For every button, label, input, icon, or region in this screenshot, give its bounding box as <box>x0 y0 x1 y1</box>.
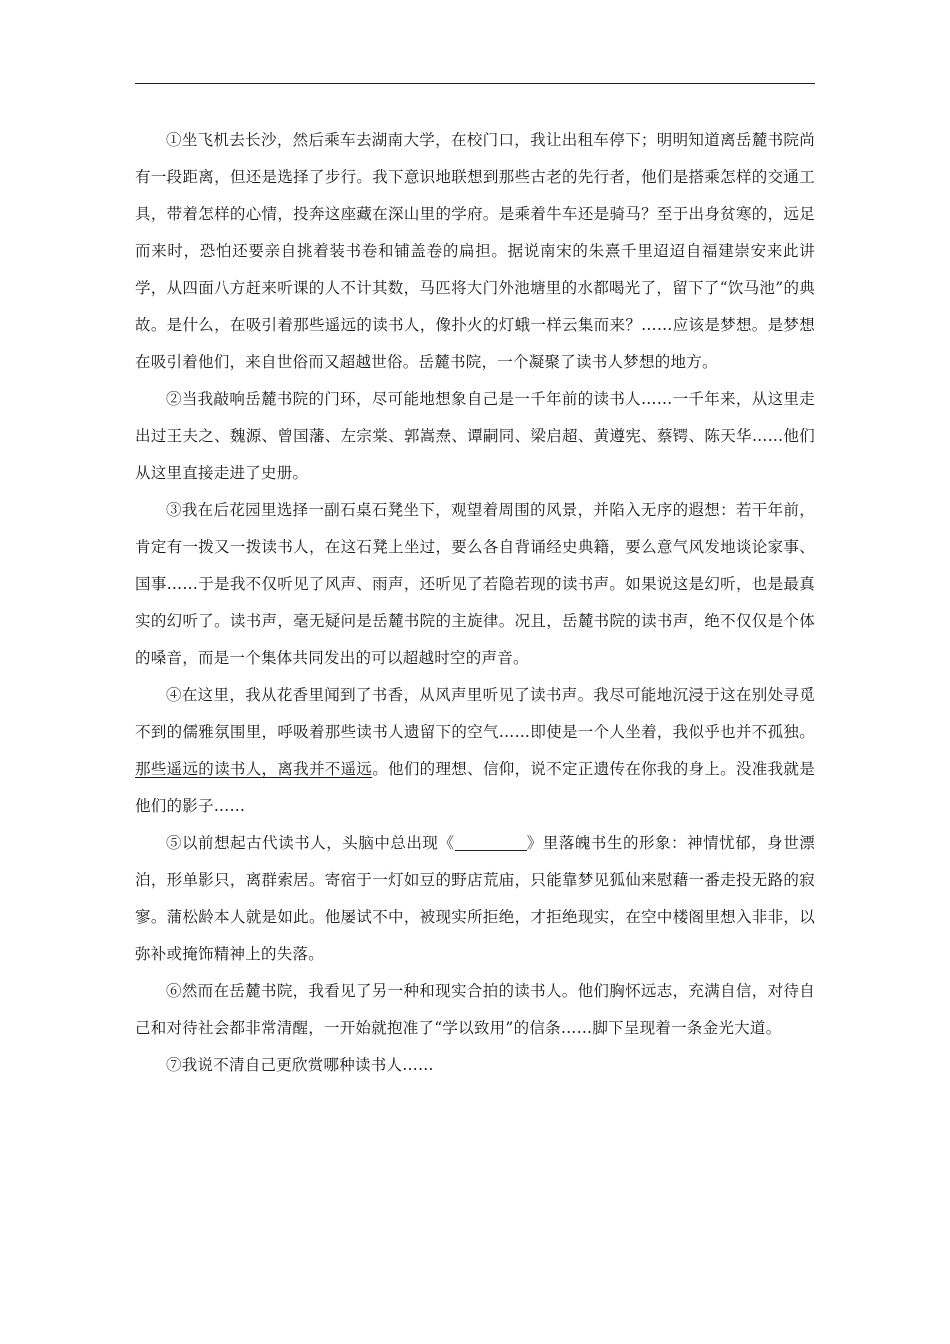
paragraph-1: ①坐飞机去长沙，然后乘车去湖南大学，在校门口，我让出租车停下；明明知道离岳麓书院尚有一段距离，但还是选择了步行。我下意识地联想到那些古老的先行者，他们是搭乘怎样的交通工具，带着怎样的心情，投奔这座藏在深山里的学府。是乘着牛车还是骑马？至于出身贫寒的，远足而来时，恐怕还要亲自挑着装书卷和铺盖卷的扁担。据说南宋的朱熹千里迢迢自福建崇安来此讲学，从四面八方赶来听课的人不计其数，马匹将大门外池塘里的水都喝光了，留下了“饮马池”的典故。是什么，在吸引着那些遥远的读书人，像扑火的灯蛾一样云集而来？……应该是梦想。是梦想在吸引着他们，来自世俗而又超越世俗。岳麓书院，一个凝聚了读书人梦想的地方。 <box>135 131 815 371</box>
paragraph-6: ⑥然而在岳麓书院，我看见了另一种和现实合拍的读书人。他们胸怀远志，充满自信，对待自己和对待社会都非常清醒，一开始就抱准了“学以致用”的信条……脚下呈现着一条金光大道。 <box>135 982 815 1037</box>
paragraph-5 <box>135 825 815 973</box>
header-rule <box>135 83 815 84</box>
paragraph-2: ②当我敲响岳麓书院的门环，尽可能地想象自己是一千年前的读书人……一千年来，从这里走出过王夫之、魏源、曾国藩、左宗棠、郭嵩焘、谭嗣同、梁启超、黄遵宪、蔡锷、陈天华……他们从这里直接走进了史册。 <box>135 390 815 482</box>
article-body <box>135 122 815 1084</box>
underlined-sentence: 那些遥远的读书人，离我并不遥远 <box>135 760 373 778</box>
paragraph-7: ⑦我说不清自己更欣赏哪种读书人…… <box>166 1056 434 1074</box>
fill-in-blank[interactable] <box>455 835 527 852</box>
paragraph-5-after: 》里落魄书生的形象：神情忧郁，身世漂泊，形单影只，离群索居。寄宿于一灯如豆的野店荒庙，只能靠梦见狐仙来慰藉一番走投无路的寂寥。蒲松龄本人就是如此。他屡试不中，被现实所拒绝，才拒绝现实，在空中楼阁里想入非非，以弥补或掩饰精神上的失落。 <box>135 834 815 963</box>
paragraph-4-after: 。他们的理想、信仰，说不定正遗传在你我的身上。没准我就是他们的影子…… <box>135 760 815 815</box>
paragraph-5-before: ⑤以前想起古代读书人，头脑中总出现《 <box>166 834 455 852</box>
paragraph-4-before: ④在这里，我从花香里闻到了书香，从风声里听见了读书声。我尽可能地沉浸于这在别处寻觅不到的儒雅氛围里，呼吸着那些读书人遗留下的空气……即使是一个人坐着，我似乎也并不孤独。 <box>135 686 815 741</box>
paragraph-3: ③我在后花园里选择一副石桌石凳坐下，观望着周围的风景，并陷入无序的遐想：若干年前，肯定有一拨又一拨读书人，在这石凳上坐过，要么各自背诵经史典籍，要么意气风发地谈论家事、国事……于是我不仅听见了风声、雨声，还听见了若隐若现的读书声。如果说这是幻听，也是最真实的幻听了。读书声，毫无疑问是岳麓书院的主旋律。况且，岳麓书院的读书声，绝不仅仅是个体的嗓音，而是一个集体共同发出的可以超越时空的声音。 <box>135 501 815 667</box>
paragraph-4 <box>135 677 815 825</box>
